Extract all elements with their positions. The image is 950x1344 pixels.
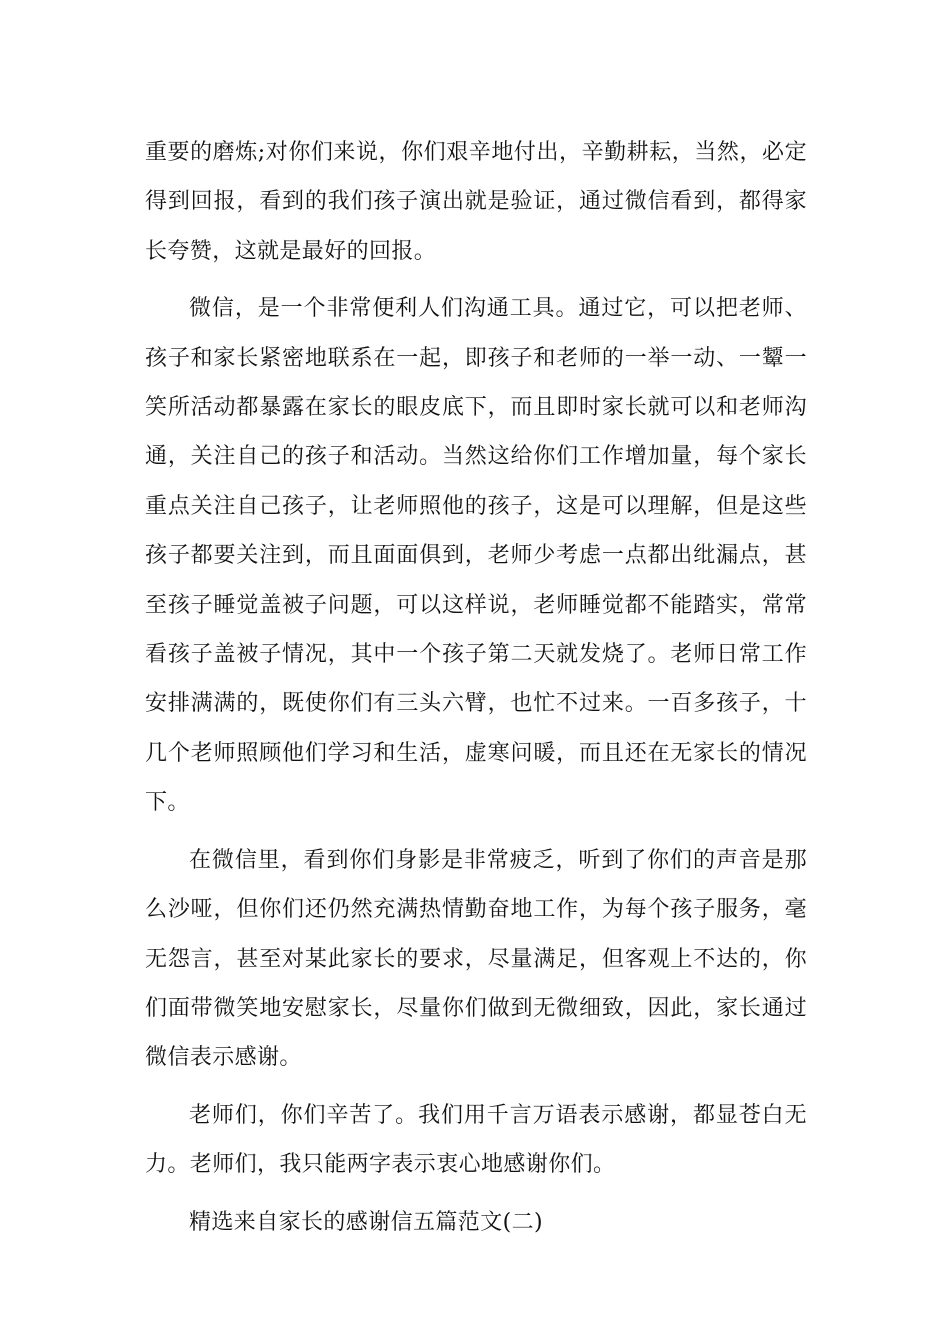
paragraph-4: 老师们，你们辛苦了。我们用千言万语表示感谢，都显苍白无力。老师们，我只能两字表示衷心地感谢你们。 bbox=[145, 1102, 807, 1178]
paragraph-1: 重要的磨炼;对你们来说，你们艰辛地付出，辛勤耕耘，当然，必定得到回报，看到的我们孩子演出就是验证，通过微信看到，都得家长夸赞，这就是最好的回报。 bbox=[145, 140, 807, 264]
paragraph-3: 在微信里，看到你们身影是非常疲乏，听到了你们的声音是那么沙哑，但你们还仍然充满热情勤奋地工作，为每个孩子服务，毫无怨言，甚至对某此家长的要求，尽量满足，但客观上不达的，你们面带微笑地安慰家长，尽量你们做到无微细致，因此，家长通过微信表示感谢。 bbox=[145, 847, 807, 1071]
paragraph-2: 微信，是一个非常便利人们沟通工具。通过它，可以把老师、孩子和家长紧密地联系在一起，即孩子和老师的一举一动、一颦一笑所活动都暴露在家长的眼皮底下，而且即时家长就可以和老师沟通，关注自己的孩子和活动。当然这给你们工作增加量，每个家长重点关注自己孩子，让老师照他的孩子，这是可以理解，但是这些孩子都要关注到，而且面面俱到，老师少考虑一点都出纰漏点，甚至孩子睡觉盖被子问题，可以这样说，老师睡觉都不能踏实，常常看孩子盖被子情况，其中一个孩子第二天就发烧了。老师日常工作安排满满的，既使你们有三头六臂，也忙不过来。一百多孩子，十几个老师照顾他们学习和生活，虚寒问暖，而且还在无家长的情况下。 bbox=[145, 296, 807, 816]
document-body bbox=[145, 128, 807, 1247]
section-heading: 精选来自家长的感谢信五篇范文(二) bbox=[189, 1209, 543, 1235]
